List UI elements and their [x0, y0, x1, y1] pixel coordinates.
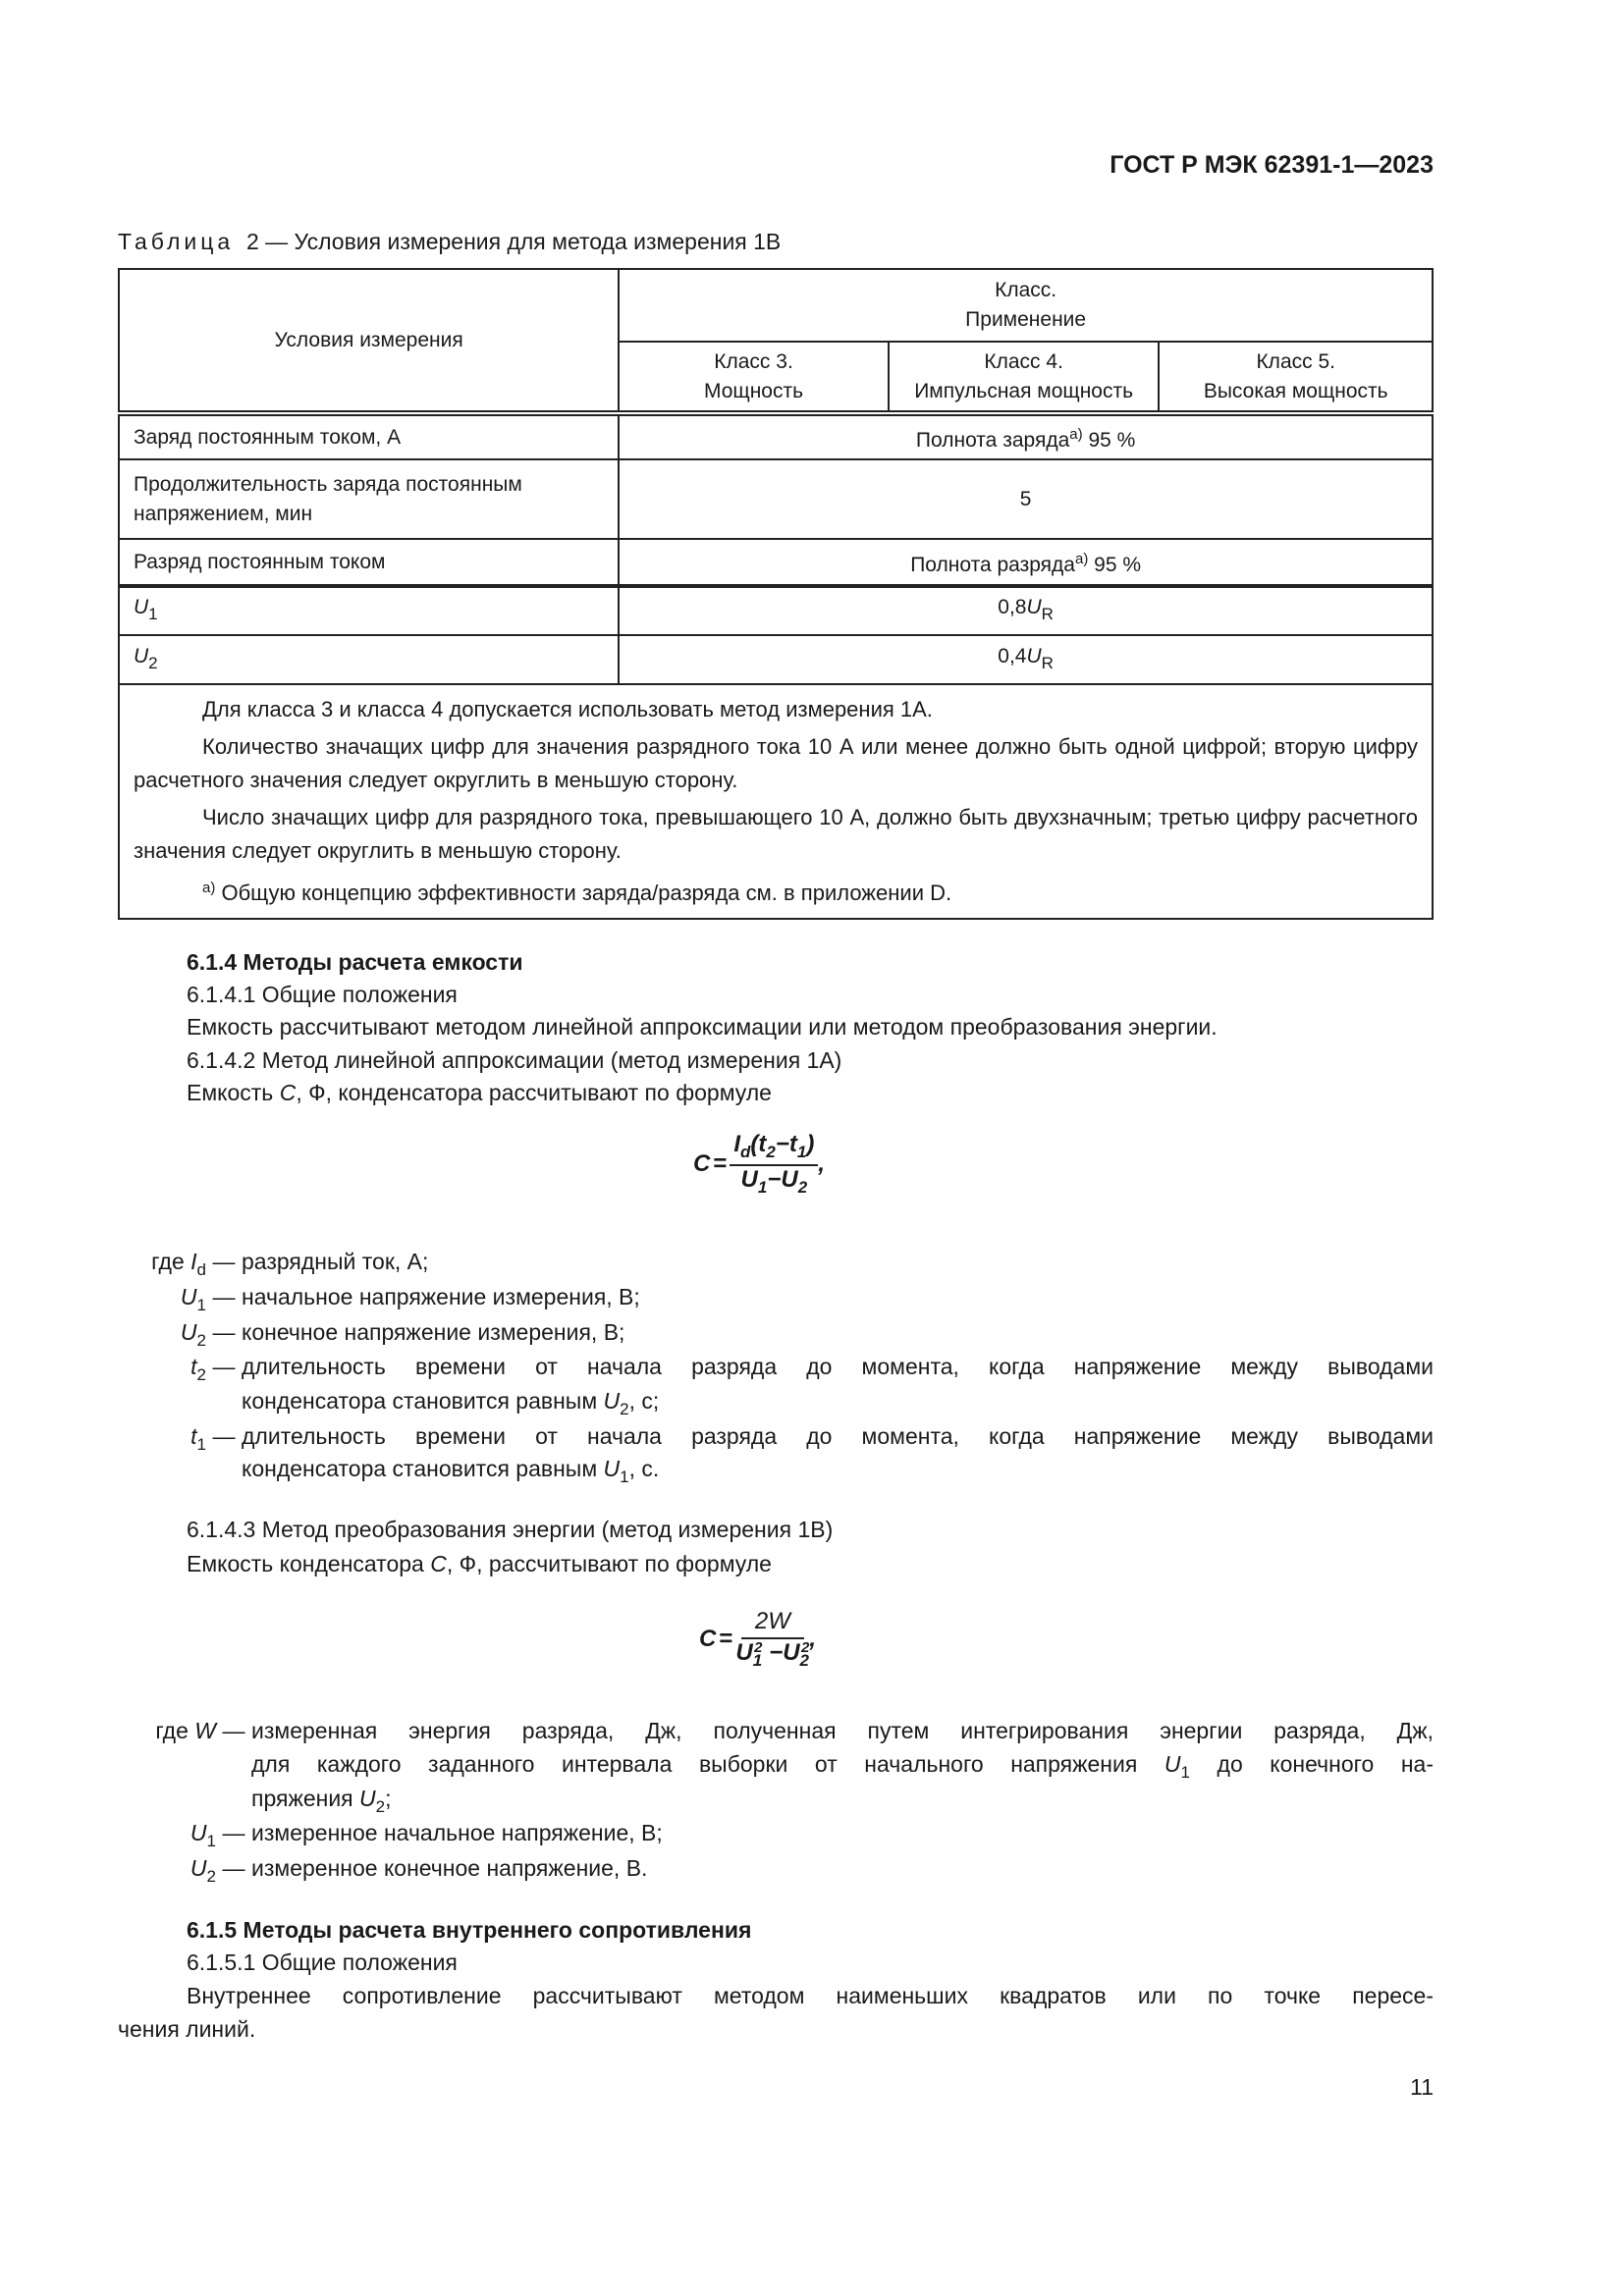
note: Количество значащих цифр для значения разрядного тока 10 А или менее должно быть одной цифрой; вторую цифру расчетного значения следует округлить в меньшую сторону.	[134, 734, 1418, 792]
table-row	[119, 635, 1433, 684]
row-label: Разряд постоянным током	[119, 539, 619, 586]
caption-word: Таблица	[118, 229, 235, 254]
table-caption	[118, 229, 781, 255]
measurement-conditions-table	[118, 268, 1434, 920]
paragraph: Емкость C, Ф, конденсатора рассчитывают по формуле	[187, 1080, 772, 1105]
header-class-group	[619, 269, 1433, 342]
paragraph: Емкость конденсатора C, Ф, рассчитывают по формуле	[187, 1551, 772, 1576]
footnote: $^{а)}$ Общую концепцию эффективности заряда/разряда см. в приложении D.	[202, 880, 952, 905]
class-app: Мощность	[704, 379, 804, 402]
note: Для класса 3 и класса 4 допускается использовать метод измерения 1А.	[202, 697, 933, 721]
section-6-1-4-1: 6.1.4.1 Общие положения	[187, 982, 458, 1007]
definition-cont: конденсатора становится равным $U_1$, с.	[242, 1456, 660, 1486]
row-label: $U_1$	[119, 586, 619, 635]
definition-item: $t_1$ — длительность времени от начала разряда до момента, когда напряжение между выводами	[190, 1423, 1434, 1454]
section-6-1-5-1: 6.1.5.1 Общие положения	[187, 1949, 458, 1975]
row-label: $U_2$	[119, 635, 619, 684]
definition-item: где W — измеренная энергия разряда, Дж, полученная путем интегрирования энергии разряда, Дж,	[155, 1718, 1434, 1743]
class-label: Класс 3.	[714, 349, 793, 373]
row-value: $0,8U_R$	[619, 586, 1433, 635]
definition-item: где $I_d$ — разрядный ток, А;	[151, 1249, 429, 1279]
definition-cont: пряжения $U_2$;	[251, 1786, 392, 1816]
capacitance-formula-2: C = $\frac{2W}{U_1^2 -U_2^2}$ ,	[699, 1608, 817, 1670]
section-6-1-4-2: 6.1.4.2 Метод линейной аппроксимации (метод измерения 1А)	[187, 1047, 842, 1073]
row-label: Продолжительность заряда постоянным напряжением, мин	[119, 459, 619, 539]
header-class-5	[1159, 342, 1433, 413]
note: Число значащих цифр для разрядного тока, превышающего 10 А, должно быть двухзначным; третью цифру расчетного значения следует округлить в меньшую сторону.	[134, 805, 1418, 863]
row-value: Полнота разряда$^{а)}$ 95 %	[619, 539, 1433, 586]
document-id: ГОСТ Р МЭК 62391-1—2023	[1110, 151, 1434, 179]
caption-text: 2 — Условия измерения для метода измерения 1В	[245, 229, 782, 254]
group-line2: Применение	[965, 308, 1087, 331]
section-6-1-4-3: 6.1.4.3 Метод преобразования энергии (метод измерения 1В)	[187, 1517, 834, 1542]
definition-cont: конденсатора становится равным $U_2$, с;	[242, 1388, 660, 1418]
header-class-3	[619, 342, 889, 413]
section-6-1-4-title: 6.1.4 Методы расчета емкости	[187, 949, 523, 975]
row-label: Заряд постоянным током, А	[119, 413, 619, 459]
definition-item: $U_2$ — конечное напряжение измерения, В;	[180, 1319, 625, 1350]
header-class-4	[889, 342, 1160, 413]
class-app: Импульсная мощность	[914, 379, 1134, 402]
definition-item: $U_2$ — измеренное конечное напряжение, В.	[189, 1855, 648, 1886]
definition-item: $t_2$ — длительность времени от начала разряда до момента, когда напряжение между выводами	[190, 1354, 1434, 1384]
page-number: 11	[1410, 2074, 1434, 2100]
class-label: Класс 4.	[984, 349, 1063, 373]
capacitance-formula-1: C = $\frac{I_d(t_2-t_1)}{U_1-U_2}$ ,	[693, 1131, 826, 1197]
class-app: Высокая мощность	[1203, 379, 1388, 402]
definition-item: $U_1$ — измеренное начальное напряжение, В;	[189, 1820, 663, 1850]
section-6-1-5-title: 6.1.5 Методы расчета внутреннего сопротивления	[187, 1917, 752, 1943]
row-value: Полнота заряда$^{а)}$ 95 %	[619, 413, 1433, 459]
paragraph: Внутреннее сопротивление рассчитывают методом наименьших квадратов или по точке пересе-	[187, 1983, 1434, 2008]
table-row	[119, 586, 1433, 635]
table-row	[119, 459, 1433, 539]
group-line1: Класс.	[995, 279, 1057, 301]
class-label: Класс 5.	[1256, 349, 1335, 373]
row-value: 5	[619, 459, 1433, 539]
definition-item: $U_1$ — начальное напряжение измерения, В;	[180, 1284, 640, 1314]
row-value: $0,4U_R$	[619, 635, 1433, 684]
definition-cont: для каждого заданного интервала выборки от начального напряжения $U_1$ до конечного на-	[251, 1751, 1434, 1782]
header-conditions: Условия измерения	[119, 269, 619, 413]
table-row	[119, 413, 1433, 459]
table-row	[119, 539, 1433, 586]
paragraph-cont: чения линий.	[118, 2016, 256, 2042]
paragraph: Емкость рассчитывают методом линейной аппроксимации или методом преобразования энергии.	[187, 1014, 1218, 1040]
table-notes	[119, 684, 1433, 919]
